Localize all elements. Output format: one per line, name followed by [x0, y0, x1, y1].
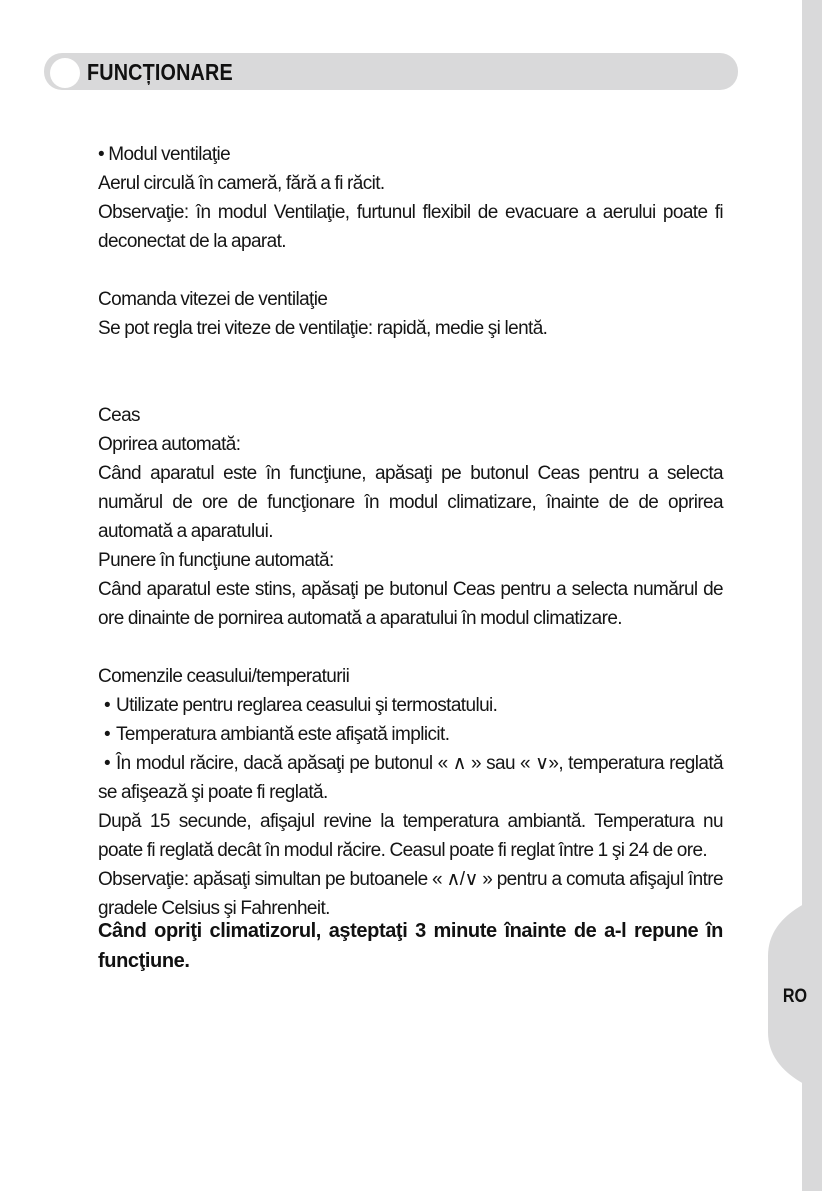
subheading-auto-on: Punere în funcţiune automată:	[98, 550, 334, 571]
page-title: FUNCȚIONARE	[87, 59, 233, 85]
header-circle-icon	[50, 58, 80, 88]
language-label: RO	[782, 986, 808, 1007]
bullet-ambient-temp: • Temperatura ambiantă este afişată implicit.	[98, 720, 723, 749]
heading-fan-speed: Comanda vitezei de ventilaţie	[98, 289, 328, 310]
paragraph-fan-speeds: Se pot regla trei viteze de ventilaţie: rapidă, medie şi lentă.	[98, 318, 548, 339]
paragraph-ventilation-note: Observaţie: în modul Ventilaţie, furtunul flexibil de evacuare a aerului poate fi deconectat de la aparat.	[98, 202, 723, 252]
paragraph-auto-off: Când aparatul este în funcţiune, apăsaţi pe butonul Ceas pentru a selecta numărul de ore de funcţionare în modul climatizare, înainte de de oprirea automată a aparatului.	[98, 463, 723, 542]
paragraph-ventilation-mode: • Modul ventilaţie	[98, 144, 231, 165]
paragraph-auto-on: Când aparatul este stins, apăsaţi pe butonul Ceas pentru a selecta numărul de ore dinainte de pornirea automată a aparatului în modul climatizare.	[98, 579, 723, 629]
paragraph-celsius-note: Observaţie: apăsaţi simultan pe butoanele « ∧/∨ » pentru a comuta afişajul între gradele Celsius şi Fahrenheit.	[98, 869, 723, 919]
spacer	[98, 343, 723, 401]
spacer	[98, 256, 723, 285]
paragraph-after-15-seconds: După 15 secunde, afişajul revine la temperatura ambiantă. Temperatura nu poate fi reglată decât în modul răcire. Ceasul poate fi reglat între 1 şi 24 de ore.	[98, 811, 723, 861]
manual-content	[98, 140, 723, 923]
heading-clock: Ceas	[98, 405, 140, 426]
warning-text: Când opriţi climatizorul, aşteptaţi 3 minute înainte de a-l repune în funcţiune.	[98, 920, 723, 972]
heading-clock-temp-controls: Comenzile ceasului/temperaturii	[98, 666, 350, 687]
spacer	[98, 633, 723, 662]
bullet-clock-thermostat: • Utilizate pentru reglarea ceasului şi termostatului.	[98, 691, 723, 720]
paragraph-air-circulates: Aerul circulă în cameră, fără a fi răcit.	[98, 173, 385, 194]
bullet-cooling-mode: • În modul răcire, dacă apăsaţi pe butonul « ∧ » sau « ∨», temperatura reglată se afişează şi poate fi reglată.	[98, 749, 723, 807]
subheading-auto-off: Oprirea automată:	[98, 434, 241, 455]
